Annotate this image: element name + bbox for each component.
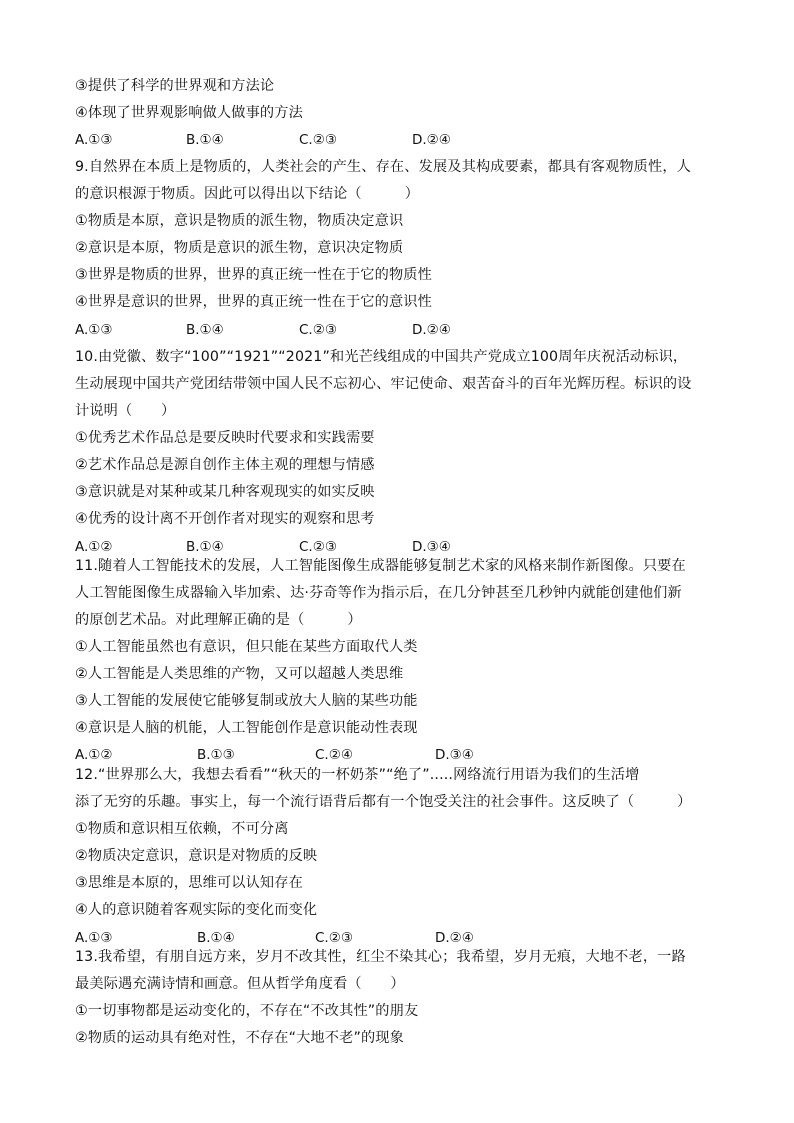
option-a: A.①③ bbox=[75, 132, 113, 148]
option-a: A.①③ bbox=[75, 322, 113, 338]
option-c: C.②③ bbox=[299, 539, 337, 555]
statement-3: ③世界是物质的世界，世界的真正统一性在于它的物质性 bbox=[75, 267, 432, 283]
option-a: A.①② bbox=[75, 747, 113, 763]
statement-2: ②物质的运动具有绝对性，不存在“大地不老”的现象 bbox=[75, 1030, 404, 1046]
statement-1: ①物质是本原，意识是物质的派生物，物质决定意识 bbox=[75, 213, 404, 229]
question-10-text: 10.由党徽、数字“100”“1921”“2021”和光芒线组成的中国共产党成立100周年庆祝活动标识， bbox=[75, 349, 688, 365]
option-d: D.②④ bbox=[412, 132, 451, 148]
text-line: 的意识根源于物质。因此可以得出以下结论（ ） bbox=[75, 186, 420, 202]
option-c: C.②③ bbox=[299, 132, 337, 148]
option-c: C.②③ bbox=[315, 930, 353, 946]
statement-3: ③人工智能的发展使它能够复制或放大人脑的某些功能 bbox=[75, 693, 418, 709]
option-b: B.①④ bbox=[186, 322, 224, 338]
text-line: ④体现了世界观影响做人做事的方法 bbox=[75, 105, 303, 121]
text-line: 生动展现中国共产党团结带领中国人民不忘初心、牢记使命、艰苦奋斗的百年光辉历程。标识的设 bbox=[75, 376, 692, 392]
question-11-text: 11.随着人工智能技术的发展，人工智能图像生成器能够复制艺术家的风格来制作新图像。只要在 bbox=[75, 558, 686, 574]
statement-1: ①一切事物都是运动变化的，不存在“不改其性”的朋友 bbox=[75, 1003, 419, 1019]
statement-2: ②意识是本原，物质是意识的派生物，意识决定物质 bbox=[75, 240, 404, 256]
option-b: B.①④ bbox=[186, 539, 224, 555]
answer-options-q11 bbox=[75, 745, 635, 765]
option-c: C.②③ bbox=[299, 322, 337, 338]
question-12-text: 12.“世界那么大，我想去看看”“秋天的一杯奶茶”“绝了”.....网络流行用语为我们的生活增 bbox=[75, 767, 640, 783]
option-a: A.①③ bbox=[75, 930, 113, 946]
answer-options-q10 bbox=[75, 537, 635, 557]
text-line: ③提供了科学的世界观和方法论 bbox=[75, 78, 275, 94]
statement-4: ④世界是意识的世界，世界的真正统一性在于它的意识性 bbox=[75, 294, 432, 310]
text-line: 添了无穷的乐趣。事实上，每一个流行语背后都有一个饱受关注的社会事件。这反映了（ ） bbox=[75, 794, 692, 810]
text-line: 的原创艺术品。对此理解正确的是（ ） bbox=[75, 612, 362, 628]
statement-3: ③意识就是对某种或某几种客观现实的如实反映 bbox=[75, 484, 375, 500]
option-d: D.②④ bbox=[412, 322, 451, 338]
option-d: D.③④ bbox=[435, 747, 474, 763]
answer-options-q8 bbox=[75, 130, 635, 150]
statement-2: ②物质决定意识，意识是对物质的反映 bbox=[75, 848, 318, 864]
option-b: B.①④ bbox=[186, 132, 224, 148]
statement-1: ①人工智能虽然也有意识，但只能在某些方面取代人类 bbox=[75, 639, 418, 655]
statement-4: ④人的意识随着客观实际的变化而变化 bbox=[75, 902, 318, 918]
statement-3: ③思维是本原的，思维可以认知存在 bbox=[75, 875, 303, 891]
option-d: D.③④ bbox=[412, 539, 451, 555]
text-line: 计说明（ ） bbox=[75, 403, 176, 419]
statement-4: ④优秀的设计离不开创作者对现实的观察和思考 bbox=[75, 511, 375, 527]
statement-1: ①物质和意识相互依赖，不可分离 bbox=[75, 821, 289, 837]
statement-1: ①优秀艺术作品总是要反映时代要求和实践需要 bbox=[75, 430, 375, 446]
option-b: B.①④ bbox=[197, 930, 235, 946]
text-line: 人工智能图像生成器输入毕加索、达·芬奇等作为指示后，在几分钟甚至几秒钟内就能创建他们新 bbox=[75, 585, 682, 601]
option-d: D.②④ bbox=[435, 930, 474, 946]
question-13-text: 13.我希望，有朋自远方来，岁月不改其性，红尘不染其心；我希望，岁月无痕，大地不老，一路 bbox=[75, 949, 686, 965]
option-b: B.①③ bbox=[197, 747, 235, 763]
option-c: C.②④ bbox=[315, 747, 353, 763]
question-9-text: 9.自然界在本质上是物质的，人类社会的产生、存在、发展及其构成要素，都具有客观物质性，人 bbox=[75, 159, 692, 175]
answer-options-q9 bbox=[75, 320, 635, 340]
statement-4: ④意识是人脑的机能，人工智能创作是意识能动性表现 bbox=[75, 720, 418, 736]
statement-2: ②人工智能是人类思维的产物，又可以超越人类思维 bbox=[75, 666, 404, 682]
text-line: 最美际遇充满诗情和画意。但从哲学角度看（ ） bbox=[75, 976, 405, 992]
option-a: A.①② bbox=[75, 539, 113, 555]
answer-options-q12 bbox=[75, 928, 635, 948]
statement-2: ②艺术作品总是源自创作主体主观的理想与情感 bbox=[75, 457, 375, 473]
